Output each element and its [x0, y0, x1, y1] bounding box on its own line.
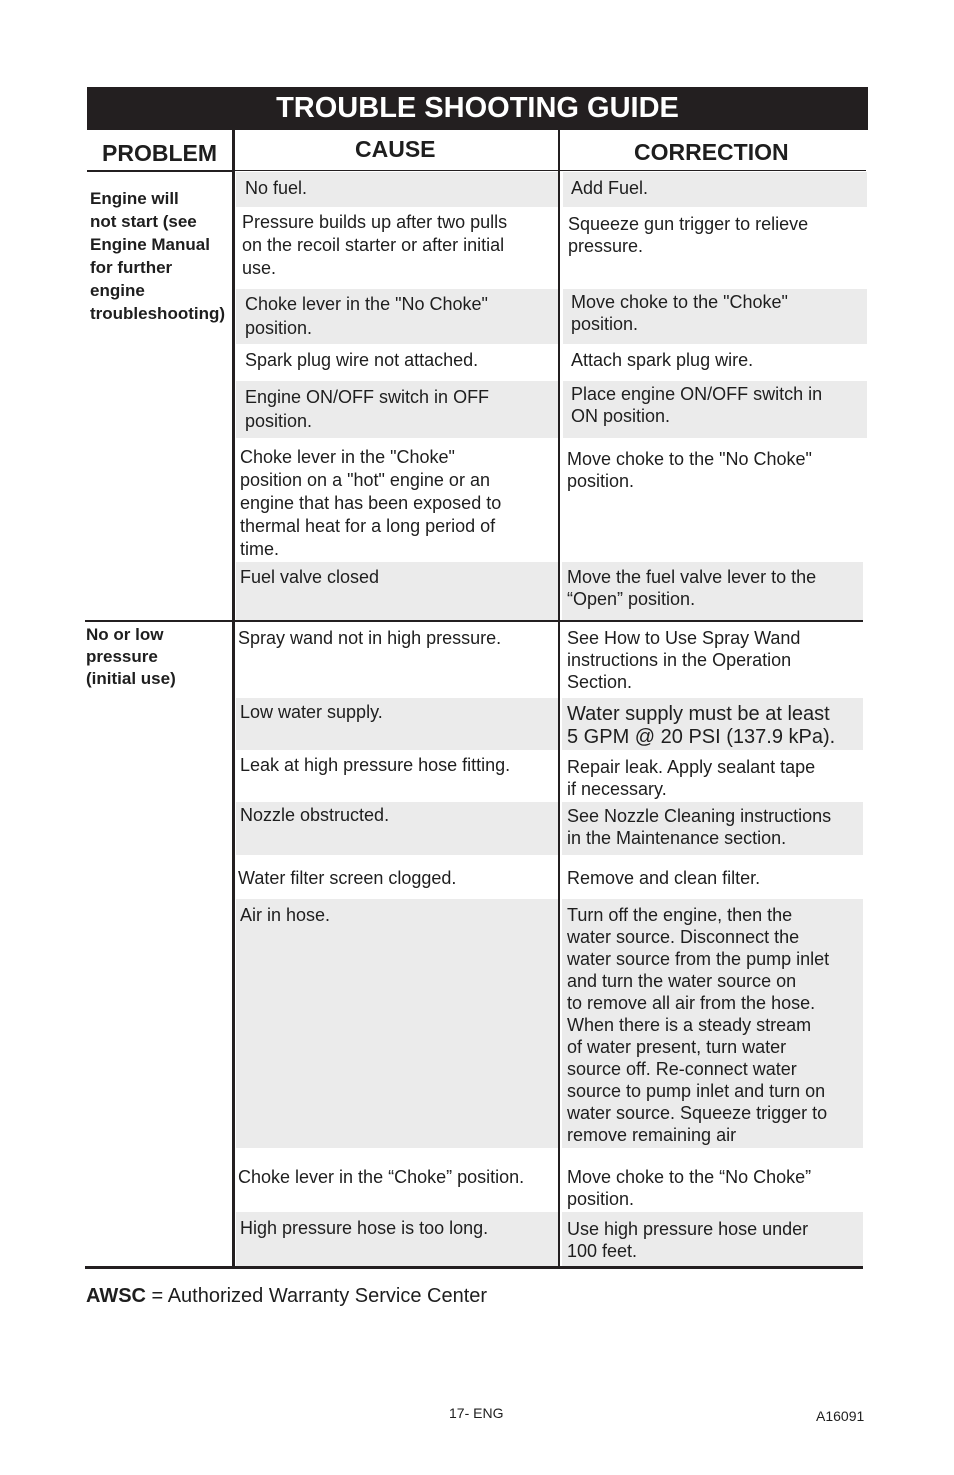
page-title: TROUBLE SHOOTING GUIDE [87, 87, 868, 130]
correction-cell: Attach spark plug wire. [571, 350, 754, 370]
footnote-term: AWSC [86, 1285, 146, 1307]
document-code: A16091 [816, 1408, 865, 1424]
correction-cell: Move choke to the "Choke" position. [571, 292, 788, 334]
correction-cell: See Nozzle Cleaning instructions in the Maintenance section. [567, 806, 832, 848]
shade-cause-r12 [236, 899, 558, 1148]
cause-cell: Air in hose. [240, 905, 331, 925]
divider-cause-correction [558, 130, 560, 1268]
cause-cell: Pressure builds up after two pulls on the recoil starter or after initial use. [242, 212, 508, 278]
correction-cell: Move choke to the "No Choke" position. [567, 449, 812, 491]
correction-cell: Remove and clean filter. [567, 868, 761, 888]
page-number: 17- ENG [449, 1405, 504, 1421]
footnote [86, 1285, 487, 1308]
header-correction: CORRECTION [634, 139, 789, 165]
block-divider [85, 620, 863, 622]
table-bottom-rule [85, 1266, 863, 1269]
cause-cell: Leak at high pressure hose fitting. [240, 755, 511, 775]
correction-cell: See How to Use Spray Wand instructions in the Operation Section. [567, 628, 801, 692]
cause-cell: High pressure hose is too long. [240, 1218, 489, 1238]
cause-cell: Fuel valve closed [240, 567, 380, 587]
correction-cell: Add Fuel. [571, 178, 649, 198]
cause-cell: No fuel. [245, 178, 308, 198]
correction-cell: Place engine ON/OFF switch in ON position. [571, 384, 823, 426]
cause-cell: Choke lever in the "Choke" position on a "hot" engine or an engine that has been exposed to thermal heat for a long period of time. [240, 447, 502, 559]
correction-cell: Turn off the engine, then the water source. Disconnect the water source from the pump inlet and turn the water source on to remove all air from the hose. When there is a steady stream of water present, turn water source off. Re-connect water source to pump inlet and turn on water source. Squeeze trigger to remove remaining air [567, 905, 830, 1145]
cause-cell: Nozzle obstructed. [240, 805, 390, 825]
header-underline-problem [87, 170, 234, 172]
cause-cell: Spark plug wire not attached. [245, 350, 479, 370]
cause-cell: Engine ON/OFF switch in OFF position. [245, 387, 490, 431]
cause-cell: Choke lever in the "No Choke" position. [245, 294, 488, 338]
header-cause: CAUSE [355, 136, 436, 162]
correction-cell: Move choke to the “No Choke” position. [567, 1167, 812, 1209]
correction-cell: Water supply must be at least 5 GPM @ 20 PSI (137.9 kPa). [567, 703, 836, 748]
cause-cell: Choke lever in the “Choke” position. [238, 1167, 525, 1187]
cause-cell: Water filter screen clogged. [238, 868, 457, 888]
correction-cell: Squeeze gun trigger to relieve pressure. [568, 214, 809, 256]
divider-problem-cause [232, 130, 235, 1268]
cause-cell: Low water supply. [240, 702, 383, 722]
header-underline [234, 170, 866, 171]
header-problem: PROBLEM [102, 140, 217, 166]
correction-cell: Move the fuel valve lever to the “Open” position. [567, 567, 817, 609]
cause-cell: Spray wand not in high pressure. [238, 628, 502, 648]
footnote-definition: = Authorized Warranty Service Center [146, 1285, 488, 1307]
correction-cell: Repair leak. Apply sealant tape if necessary. [567, 757, 816, 799]
problem-low-pressure: No or low pressure (initial use) [86, 625, 176, 688]
correction-cell: Use high pressure hose under 100 feet. [567, 1219, 809, 1261]
problem-engine-wont-start: Engine will not start (see Engine Manual for further engine troubleshooting) [90, 189, 226, 323]
